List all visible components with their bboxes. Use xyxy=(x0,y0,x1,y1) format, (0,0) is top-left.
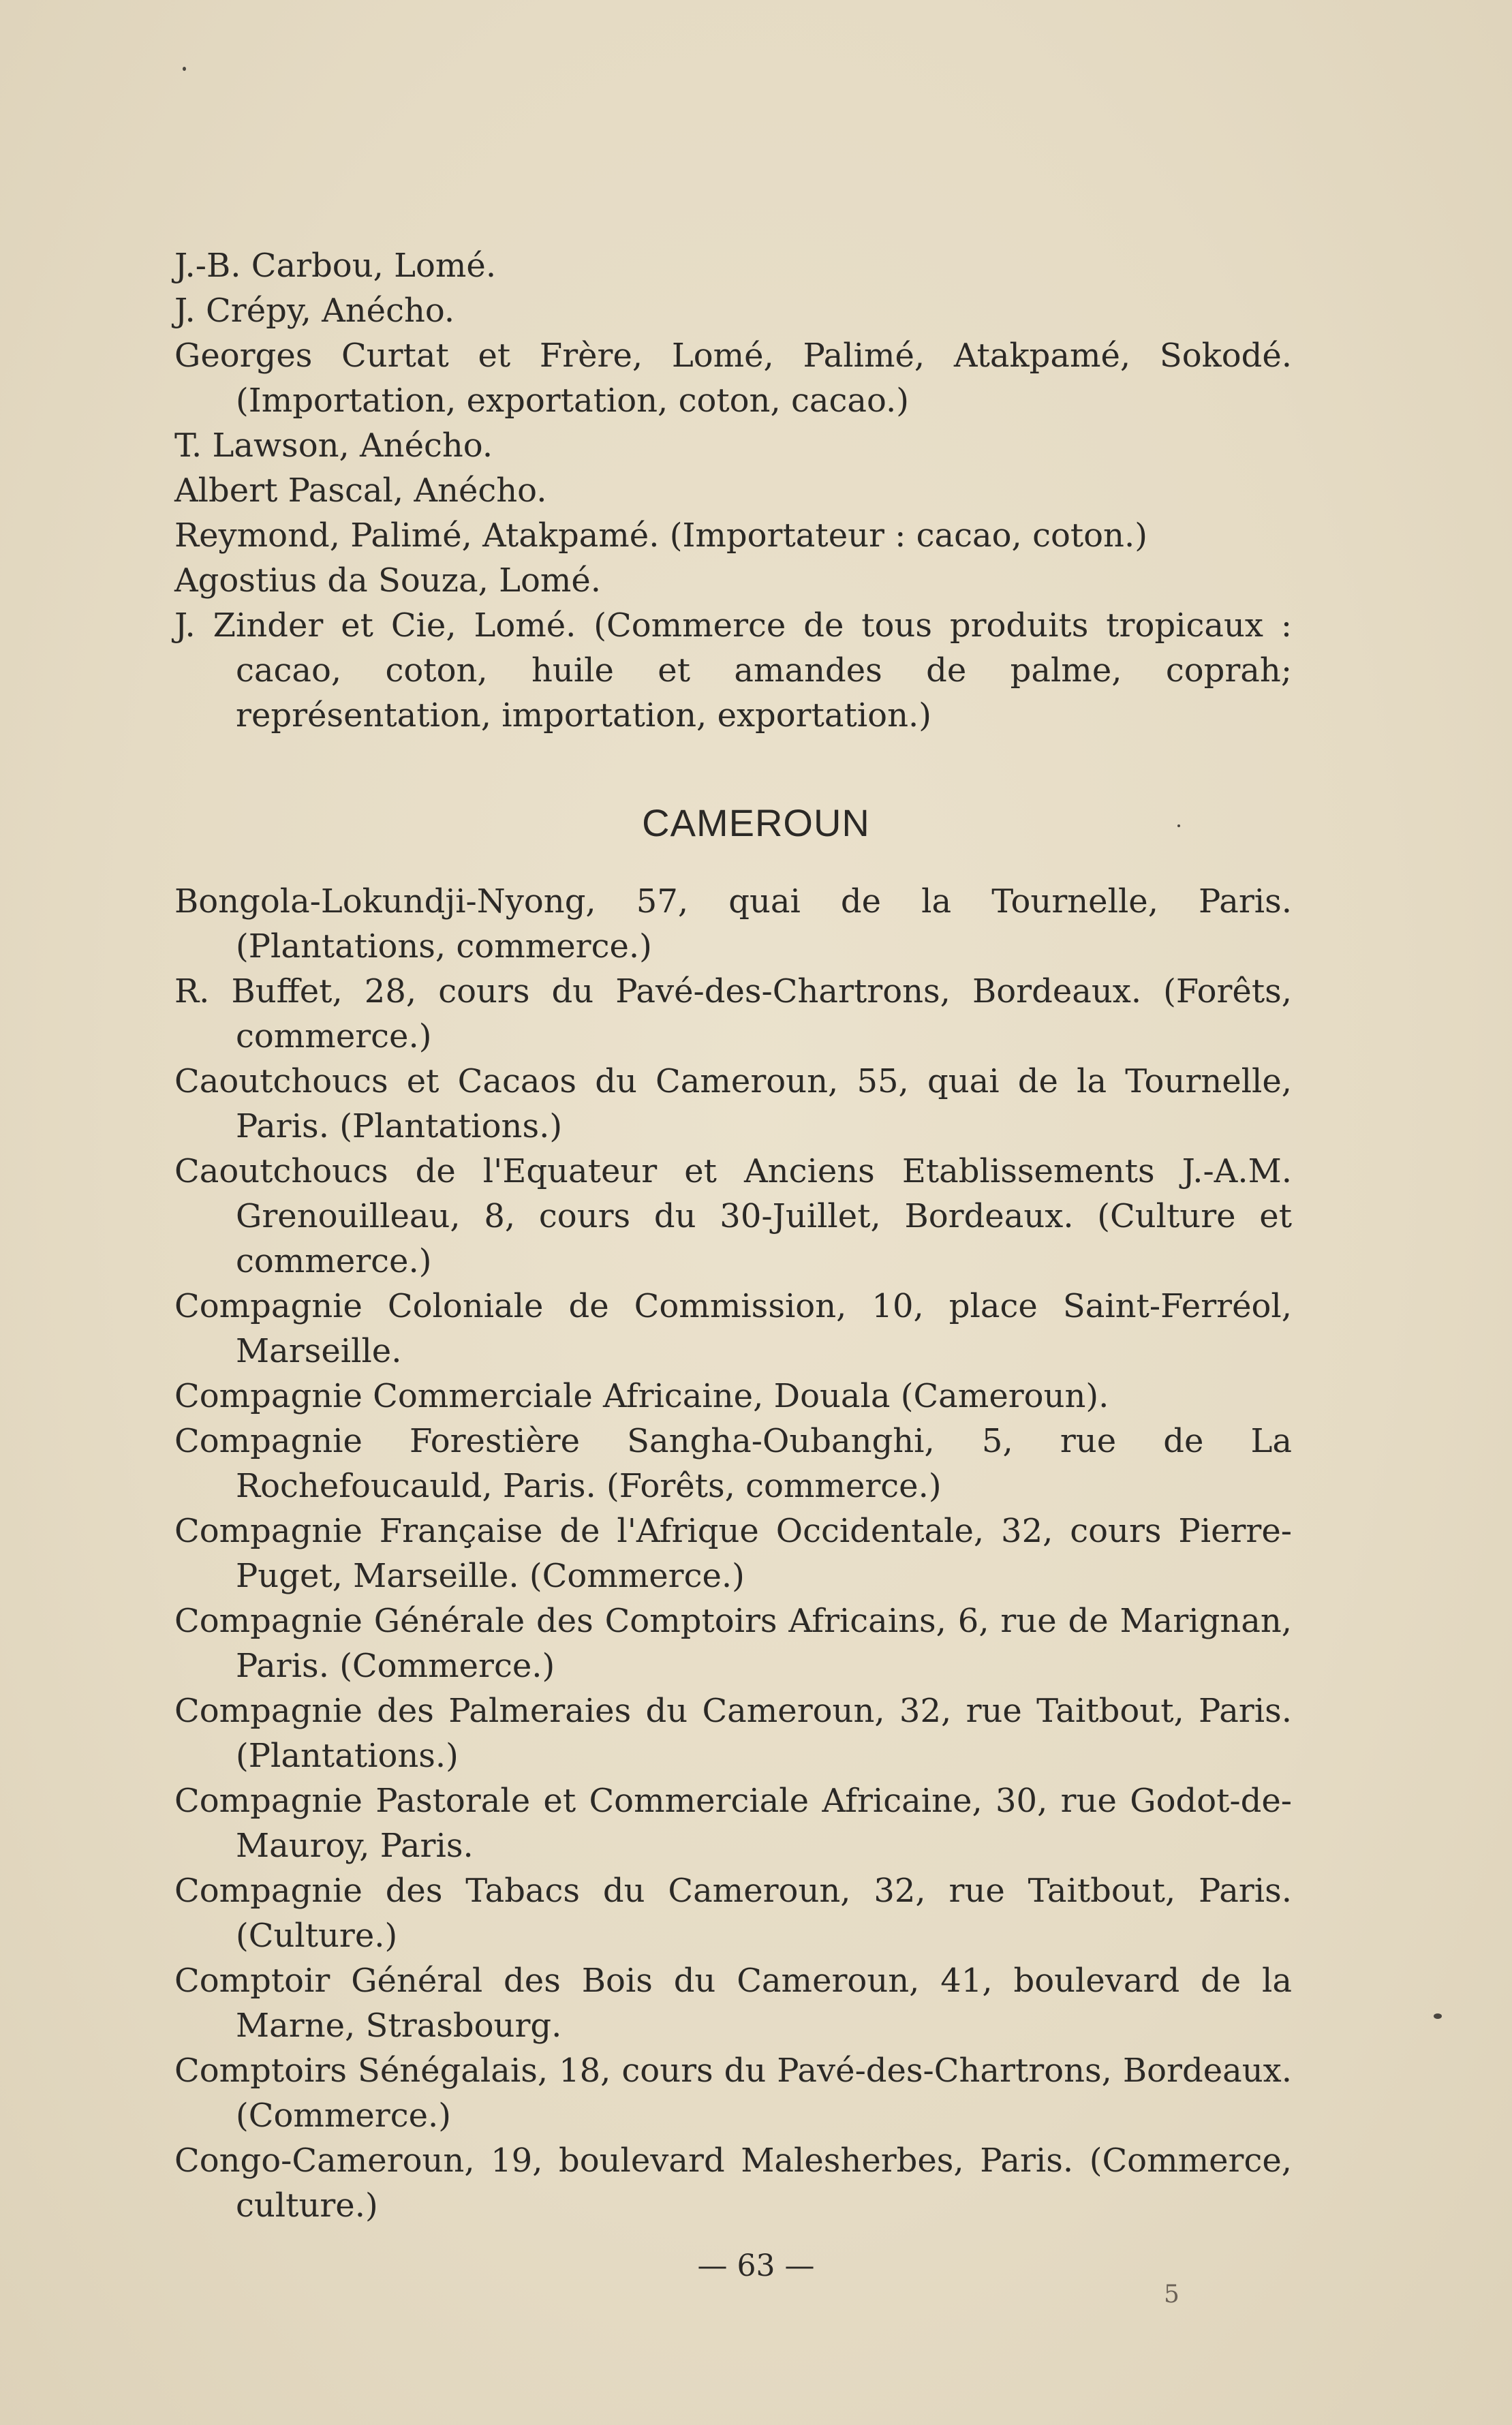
list-item: Compagnie Forestière Sangha-Oubanghi, 5, rue de La Rochefoucauld, Paris. (Forêts, commerce.) xyxy=(174,1422,1292,1505)
list-item: Compagnie Française de l'Afrique Occidentale, 32, cours Pierre-Puget, Marseille. (Commerce.) xyxy=(174,1512,1292,1595)
list-item: Albert Pascal, Anécho. xyxy=(174,472,547,510)
list-item: Comptoir Général des Bois du Cameroun, 41, boulevard de la Marne, Strasbourg. xyxy=(174,1962,1292,2045)
list-item: Compagnie des Palmeraies du Cameroun, 32, rue Taitbout, Paris. (Plantations.) xyxy=(174,1692,1292,1775)
ink-speck xyxy=(183,67,186,71)
list-item: Compagnie Coloniale de Commission, 10, place Saint-Ferréol, Marseille. xyxy=(174,1287,1292,1370)
list-item: T. Lawson, Anécho. xyxy=(174,427,493,465)
section-title: CAMEROUN xyxy=(642,801,870,844)
ink-speck xyxy=(1177,824,1180,827)
list-item: R. Buffet, 28, cours du Pavé-des-Chartrons, Bordeaux. (Forêts, commerce.) xyxy=(174,972,1292,1055)
list-item: Agostius da Souza, Lomé. xyxy=(174,561,602,600)
list-item: Compagnie des Tabacs du Cameroun, 32, rue Taitbout, Paris. (Culture.) xyxy=(174,1872,1292,1955)
signature-mark: 5 xyxy=(1164,2281,1179,2308)
togo-entries-list xyxy=(174,243,1292,738)
list-item: J. Crépy, Anécho. xyxy=(174,292,455,330)
page-number: — 63 — xyxy=(697,2249,815,2283)
list-item: Caoutchoucs de l'Equateur et Anciens Etablissements J.-A.M. Grenouilleau, 8, cours du 30-Juillet, Bordeaux. (Culture et commerce.) xyxy=(174,1152,1292,1280)
list-item: J. Zinder et Cie, Lomé. (Commerce de tous produits tropicaux : cacao, coton, huile et amandes de palme, coprah; représentation, importation, exportation.) xyxy=(174,606,1292,735)
list-item: Georges Curtat et Frère, Lomé, Palimé, Atakpamé, Sokodé. (Importation, exportation, coton, cacao.) xyxy=(174,337,1292,420)
list-item: J.-B. Carbou, Lomé. xyxy=(174,247,497,285)
list-item: Reymond, Palimé, Atakpamé. (Importateur : cacao, coton.) xyxy=(174,516,1147,555)
list-item: Caoutchoucs et Cacaos du Cameroun, 55, quai de la Tournelle, Paris. (Plantations.) xyxy=(174,1062,1292,1145)
list-item: Comptoirs Sénégalais, 18, cours du Pavé-des-Chartrons, Bordeaux. (Commerce.) xyxy=(174,2052,1292,2135)
ink-speck xyxy=(1434,2013,1442,2019)
list-item: Compagnie Pastorale et Commerciale Africaine, 30, rue Godot-de-Mauroy, Paris. xyxy=(174,1782,1292,1865)
list-item: Congo-Cameroun, 19, boulevard Malesherbes, Paris. (Commerce, culture.) xyxy=(174,2142,1292,2225)
list-item: Compagnie Commerciale Africaine, Douala (Cameroun). xyxy=(174,1377,1109,1415)
list-item: Bongola-Lokundji-Nyong, 57, quai de la Tournelle, Paris. (Plantations, commerce.) xyxy=(174,882,1292,966)
cameroun-entries-list xyxy=(174,879,1292,2228)
list-item: Compagnie Générale des Comptoirs Africains, 6, rue de Marignan, Paris. (Commerce.) xyxy=(174,1602,1292,1685)
